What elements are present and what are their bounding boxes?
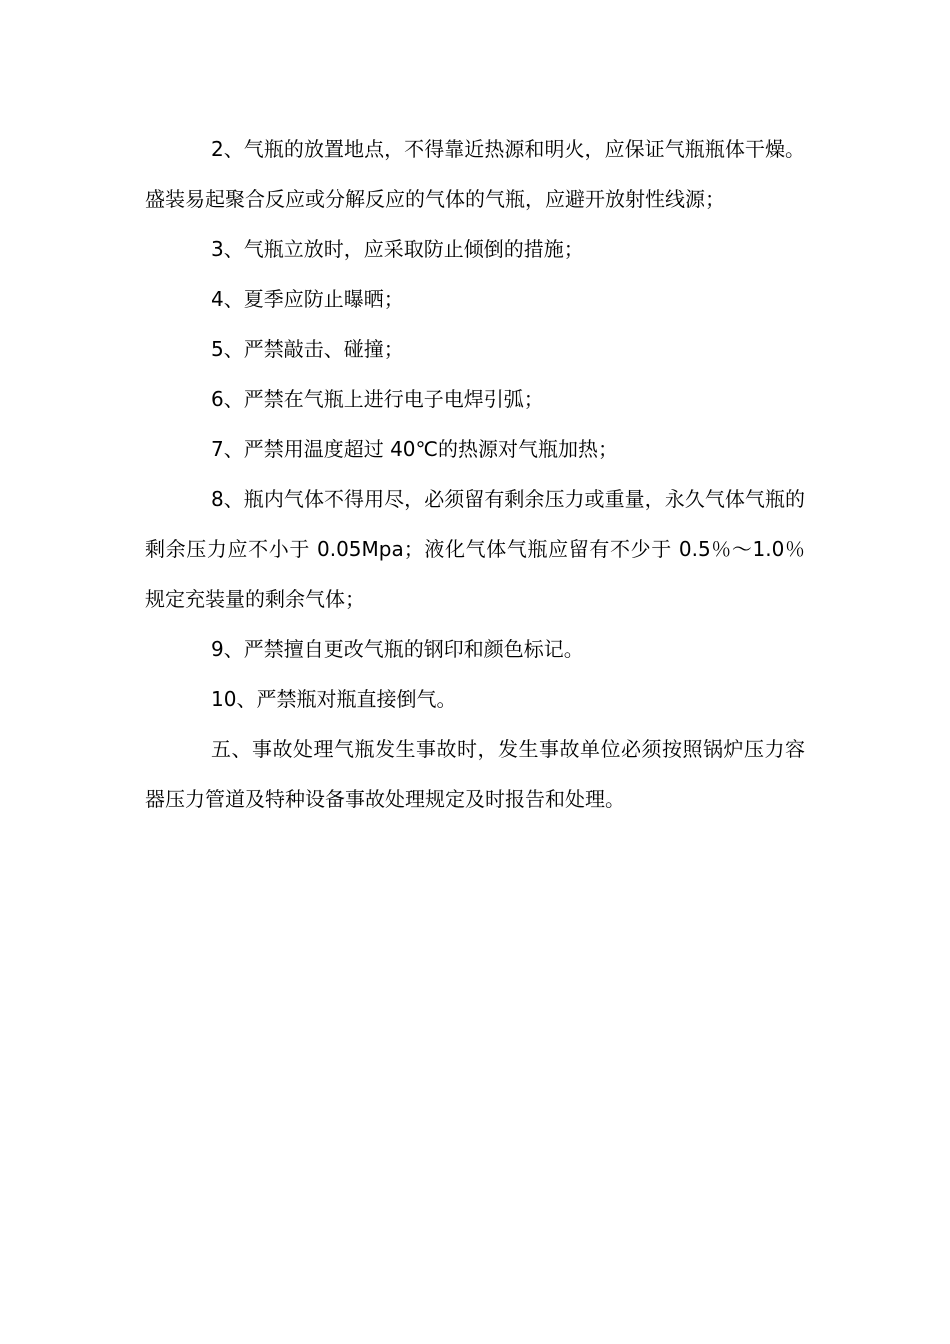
document-body	[145, 124, 805, 824]
section-five-paragraph: 五、事故处理气瓶发生事故时，发生事故单位必须按照锅炉压力容器压力管道及特种设备事故处理规定及时报告和处理。	[145, 737, 805, 811]
paragraph-item-5: 5、严禁敲击、碰撞；	[211, 337, 404, 361]
paragraph-item-6: 6、严禁在气瓶上进行电子电焊引弧；	[211, 387, 544, 411]
paragraph-item-3: 3、气瓶立放时，应采取防止倾倒的措施；	[211, 237, 584, 261]
paragraph-item-8: 8、瓶内气体不得用尽，必须留有剩余压力或重量，永久气体气瓶的剩余压力应不小于 0.05Mpa；液化气体气瓶应留有不少于 0.5％～1.0％规定充装量的剩余气体；	[145, 487, 805, 611]
paragraph-item-9: 9、严禁擅自更改气瓶的钢印和颜色标记。	[211, 637, 584, 661]
paragraph-item-2: 2、气瓶的放置地点，不得靠近热源和明火，应保证气瓶瓶体干燥。盛装易起聚合反应或分解反应的气体的气瓶，应避开放射性线源；	[145, 137, 805, 211]
paragraph-item-10: 10、严禁瓶对瓶直接倒气。	[211, 687, 457, 711]
paragraph-item-4: 4、夏季应防止曝晒；	[211, 287, 404, 311]
paragraph-item-7: 7、严禁用温度超过 40℃的热源对气瓶加热；	[211, 437, 618, 461]
